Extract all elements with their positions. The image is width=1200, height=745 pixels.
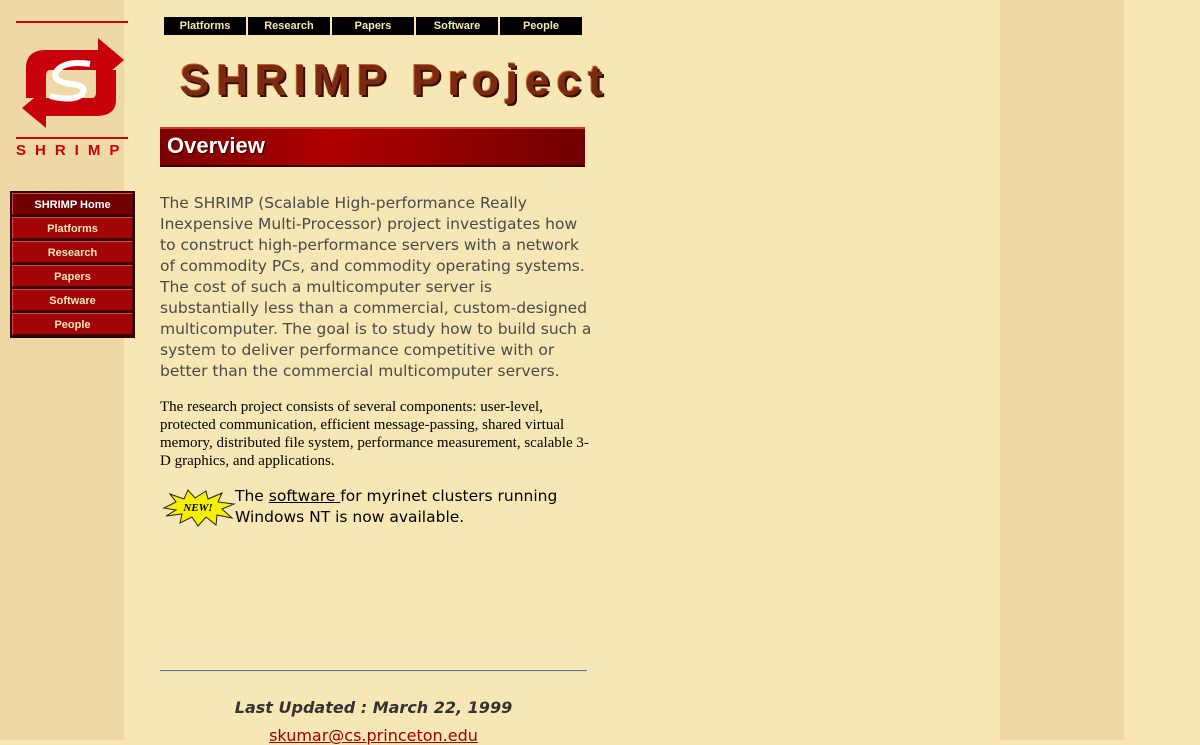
new-badge-icon [162,488,236,528]
intro-paragraph: The SHRIMP (Scalable High-performance Really Inexpensive Multi-Processor) project investigates how to construct high-performance servers with a network of commodity PCs, and commodity operating systems. The cost of such a multicomputer server is substantially less than a commercial, custom-designed multicomputer. The goal is to study how to build such a system to deliver performance competitive with or better than the commercial multicomputer servers. [160,194,592,380]
side-nav-people[interactable]: People [12,313,133,335]
side-nav-software[interactable]: Software [12,289,133,311]
side-nav-platforms[interactable]: Platforms [12,217,133,239]
components-paragraph: The research project consists of several components: user-level, protected communication, efficient message-passing, shared virtual memory, distributed file system, performance measurement, scalable 3-D graphics, and applications. [160,399,589,469]
top-nav-platforms[interactable]: Platforms [164,17,246,35]
footer-divider [160,670,587,672]
shrimp-logo[interactable] [16,20,130,162]
news-prefix: The [235,487,269,505]
overview-banner-label: Overview [167,133,265,158]
side-nav [10,191,135,338]
top-nav-people[interactable]: People [500,17,582,35]
side-nav-research[interactable]: Research [12,241,133,263]
top-nav-software[interactable]: Software [416,17,498,35]
last-updated: Last Updated : March 22, 1999 [234,698,513,717]
page-title: SHRIMP Project [180,56,610,105]
news-item [235,486,595,528]
top-nav [164,17,582,35]
contact-email-link[interactable]: skumar@cs.princeton.edu [269,726,478,745]
side-nav-shrimp-home[interactable]: SHRIMP Home [12,193,133,215]
top-nav-papers[interactable]: Papers [332,17,414,35]
overview-banner [160,127,585,167]
top-nav-research[interactable]: Research [248,17,330,35]
side-nav-papers[interactable]: Papers [12,265,133,287]
right-column-background [1000,0,1124,740]
software-link[interactable]: software [268,487,341,505]
news-suffix: for myrinet clusters running Windows NT is now available. [235,487,558,526]
logo-wordmark: SHRIMP [16,142,129,159]
new-badge-label: NEW! [183,502,213,514]
